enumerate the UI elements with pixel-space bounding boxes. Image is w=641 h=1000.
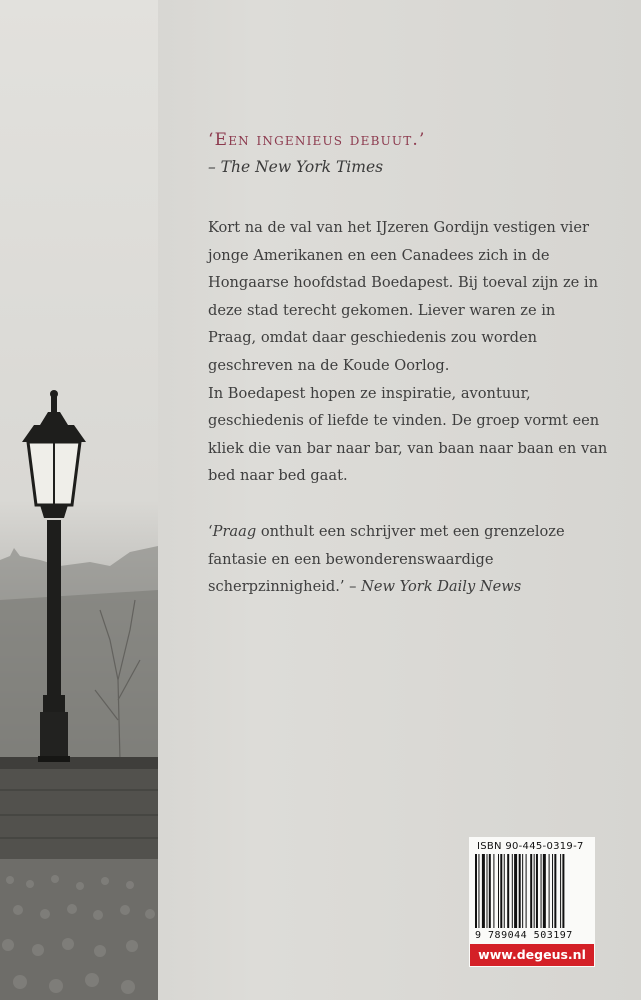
barcode-bar	[562, 854, 564, 928]
barcode-bar	[498, 854, 499, 928]
barcode-bar	[541, 854, 542, 928]
barcode-bar	[482, 854, 485, 928]
book-blurb	[208, 214, 608, 490]
review-text: onthult een schrijver met een grenzeloze fantasie en een bewonderenswaardige scherpzinnigheid.’ –	[208, 522, 565, 596]
barcode-bar	[478, 854, 479, 928]
street-lamp-photo	[0, 0, 158, 1000]
review-source: New York Daily News	[361, 578, 522, 596]
barcode-bar	[507, 854, 509, 928]
barcode-bar	[543, 854, 546, 928]
headline-quote: ‘Een ingenieus debuut.’	[208, 130, 426, 150]
barcode-bar	[554, 854, 556, 928]
barcode-bar	[560, 854, 561, 928]
barcode-bar	[504, 854, 505, 928]
barcode-bar	[519, 854, 521, 928]
barcode-bar	[512, 854, 513, 928]
blurb-paragraph-2: In Boedapest hopen ze inspiratie, avontuur, geschiedenis of liefde te vinden. De groep vormt een kliek die van bar naar bar, van baan naar baan en van bed naar bed gaat.	[208, 384, 608, 485]
publisher-website-badge: www.degeus.nl	[470, 944, 594, 966]
blurb-paragraph-1: Kort na de val van het IJzeren Gordijn vestigen vier jonge Amerikanen en een Canadees zich in de Hongaarse hoofdstad Boedapest. Bij toeval zijn ze in deze stad terecht gekomen. Liever waren ze in Praag, omdat daar geschiedenis zou worden geschreven na de Koude Oorlog.	[208, 219, 598, 374]
barcode-bar	[514, 854, 517, 928]
barcode-bar	[489, 854, 491, 928]
barcode-bar	[536, 854, 538, 928]
barcode-bar	[500, 854, 502, 928]
headline-quote-source: – The New York Times	[208, 158, 384, 176]
barcode-bar	[530, 854, 532, 928]
barcode-bar	[493, 854, 494, 928]
lamp-photo-illustration	[0, 0, 158, 1000]
barcode-bar	[475, 854, 477, 928]
barcode-bar	[552, 854, 553, 928]
barcode-bar	[534, 854, 535, 928]
barcode-bars	[475, 854, 589, 928]
review-open-quote: ‘	[208, 522, 213, 540]
barcode-bar	[549, 854, 550, 928]
barcode-digits: 9 789044 503197	[475, 930, 573, 941]
barcode-bar	[522, 854, 523, 928]
isbn-label: ISBN 90-445-0319-7	[477, 841, 584, 852]
barcode-bar	[526, 854, 527, 928]
text-column	[208, 130, 608, 601]
barcode-bar	[487, 854, 488, 928]
review-book-title: Praag	[212, 522, 257, 540]
review-quote	[208, 518, 608, 601]
